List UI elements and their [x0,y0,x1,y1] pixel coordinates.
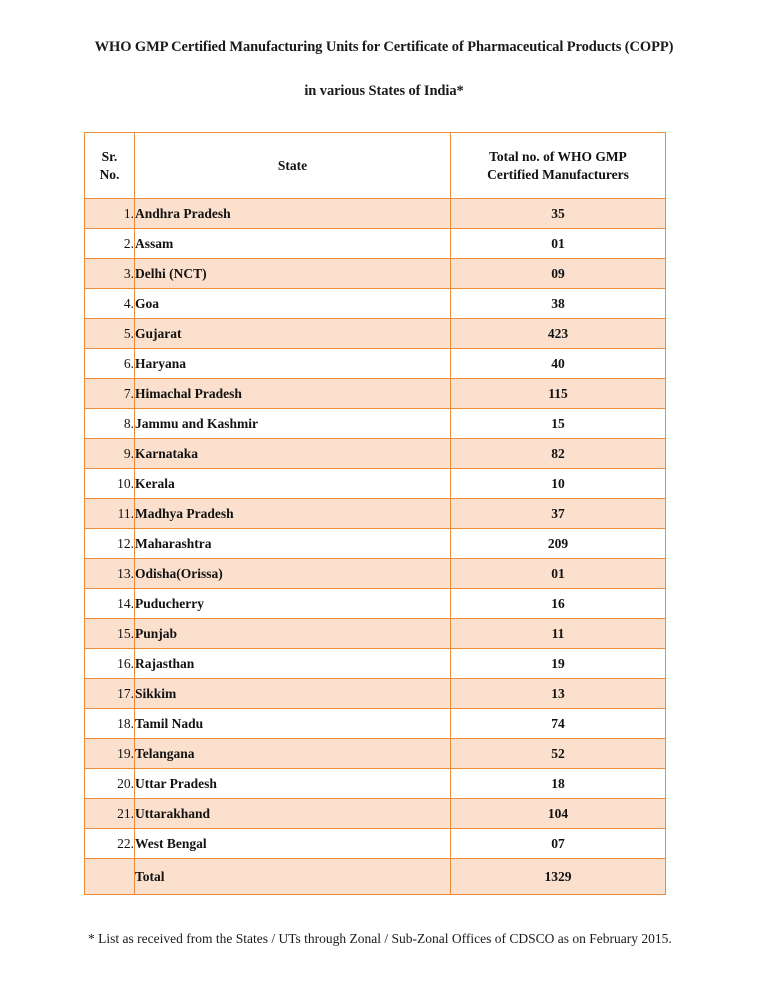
table-row [85,439,666,469]
column-header-total-line-1: Total no. of WHO GMP [489,148,627,164]
column-header-total-line-2: Certified Manufacturers [487,166,629,182]
table-row [85,379,666,409]
cell-state-name: West Bengal [135,829,451,859]
cell-total-manufacturers: 35 [451,199,666,229]
cell-state-name: Telangana [135,739,451,769]
table-header [85,133,666,199]
cell-state-name: Jammu and Kashmir [135,409,451,439]
table-row [85,739,666,769]
table-row [85,469,666,499]
cell-sr-no: 5. [85,319,135,349]
page-title-line-2: in various States of India* [304,82,464,99]
cell-total-manufacturers: 209 [451,529,666,559]
cell-sr-no: 18. [85,709,135,739]
cell-state-name: Punjab [135,619,451,649]
cell-total-manufacturers: 18 [451,769,666,799]
table-row [85,319,666,349]
cell-state-name: Karnataka [135,439,451,469]
cell-sr-no: 20. [85,769,135,799]
table-row [85,649,666,679]
copp-data-table [84,132,666,895]
cell-state-name: Odisha(Orissa) [135,559,451,589]
cell-state-name: Andhra Pradesh [135,199,451,229]
cell-state-name: Uttar Pradesh [135,769,451,799]
cell-total-manufacturers: 13 [451,679,666,709]
cell-sr-no: 7. [85,379,135,409]
cell-total-row-label: Total [135,859,451,895]
table-row [85,559,666,589]
table-row [85,499,666,529]
cell-total-manufacturers: 82 [451,439,666,469]
cell-state-name: Madhya Pradesh [135,499,451,529]
cell-state-name: Rajasthan [135,649,451,679]
table-row [85,799,666,829]
table-row [85,529,666,559]
cell-sr-no: 22. [85,829,135,859]
cell-sr-no: 8. [85,409,135,439]
cell-sr-no: 4. [85,289,135,319]
cell-total-manufacturers: 11 [451,619,666,649]
column-header-sr-no-line-1: Sr. [101,148,118,164]
cell-sr-no: 16. [85,649,135,679]
cell-state-name: Uttarakhand [135,799,451,829]
table-container [0,132,768,895]
column-header-total-manufacturers [451,133,666,199]
cell-sr-no: 21. [85,799,135,829]
cell-sr-no: 14. [85,589,135,619]
table-row [85,199,666,229]
cell-state-name: Himachal Pradesh [135,379,451,409]
cell-total-manufacturers: 38 [451,289,666,319]
table-row [85,829,666,859]
column-header-sr-no-line-2: No. [99,166,120,182]
table-row [85,679,666,709]
table-row [85,409,666,439]
cell-total-manufacturers: 74 [451,709,666,739]
cell-total-manufacturers: 104 [451,799,666,829]
cell-sr-no: 10. [85,469,135,499]
cell-state-name: Haryana [135,349,451,379]
cell-sr-no: 2. [85,229,135,259]
cell-state-name: Sikkim [135,679,451,709]
cell-sr-no: 3. [85,259,135,289]
cell-total-manufacturers: 115 [451,379,666,409]
cell-sr-no: 1. [85,199,135,229]
cell-total-row-value: 1329 [451,859,666,895]
cell-total-manufacturers: 01 [451,229,666,259]
cell-total-manufacturers: 09 [451,259,666,289]
cell-total-manufacturers: 19 [451,649,666,679]
footnote-text: * List as received from the States / UTs through Zonal / Sub-Zonal Offices of CDSCO as on February 2015. [88,931,672,947]
cell-total-manufacturers: 52 [451,739,666,769]
table-row [85,769,666,799]
table-row [85,589,666,619]
cell-state-name: Goa [135,289,451,319]
cell-total-manufacturers: 37 [451,499,666,529]
cell-state-name: Maharashtra [135,529,451,559]
table-row [85,619,666,649]
cell-total-manufacturers: 40 [451,349,666,379]
cell-state-name: Tamil Nadu [135,709,451,739]
cell-total-manufacturers: 01 [451,559,666,589]
cell-state-name: Assam [135,229,451,259]
cell-sr-no: 6. [85,349,135,379]
cell-state-name: Puducherry [135,589,451,619]
cell-state-name: Kerala [135,469,451,499]
table-body [85,199,666,895]
table-row [85,289,666,319]
cell-sr-no: 9. [85,439,135,469]
cell-state-name: Gujarat [135,319,451,349]
cell-total-manufacturers: 15 [451,409,666,439]
table-row [85,259,666,289]
cell-sr-no: 13. [85,559,135,589]
column-header-sr-no [85,133,135,199]
table-total-row [85,859,666,895]
cell-sr-no: 11. [85,499,135,529]
cell-sr-no: 19. [85,739,135,769]
document-title-block [0,0,768,101]
cell-sr-no: 12. [85,529,135,559]
page-title-line-1: WHO GMP Certified Manufacturing Units for Certificate of Pharmaceutical Products (COPP) [94,39,674,55]
column-header-state: State [135,133,451,199]
table-row [85,349,666,379]
cell-total-manufacturers: 16 [451,589,666,619]
cell-state-name: Delhi (NCT) [135,259,451,289]
cell-total-manufacturers: 07 [451,829,666,859]
table-header-row [85,133,666,199]
cell-sr-no: 15. [85,619,135,649]
cell-total-manufacturers: 10 [451,469,666,499]
cell-total-row-sr-no [85,859,135,895]
table-row [85,229,666,259]
cell-sr-no: 17. [85,679,135,709]
cell-total-manufacturers: 423 [451,319,666,349]
table-row [85,709,666,739]
